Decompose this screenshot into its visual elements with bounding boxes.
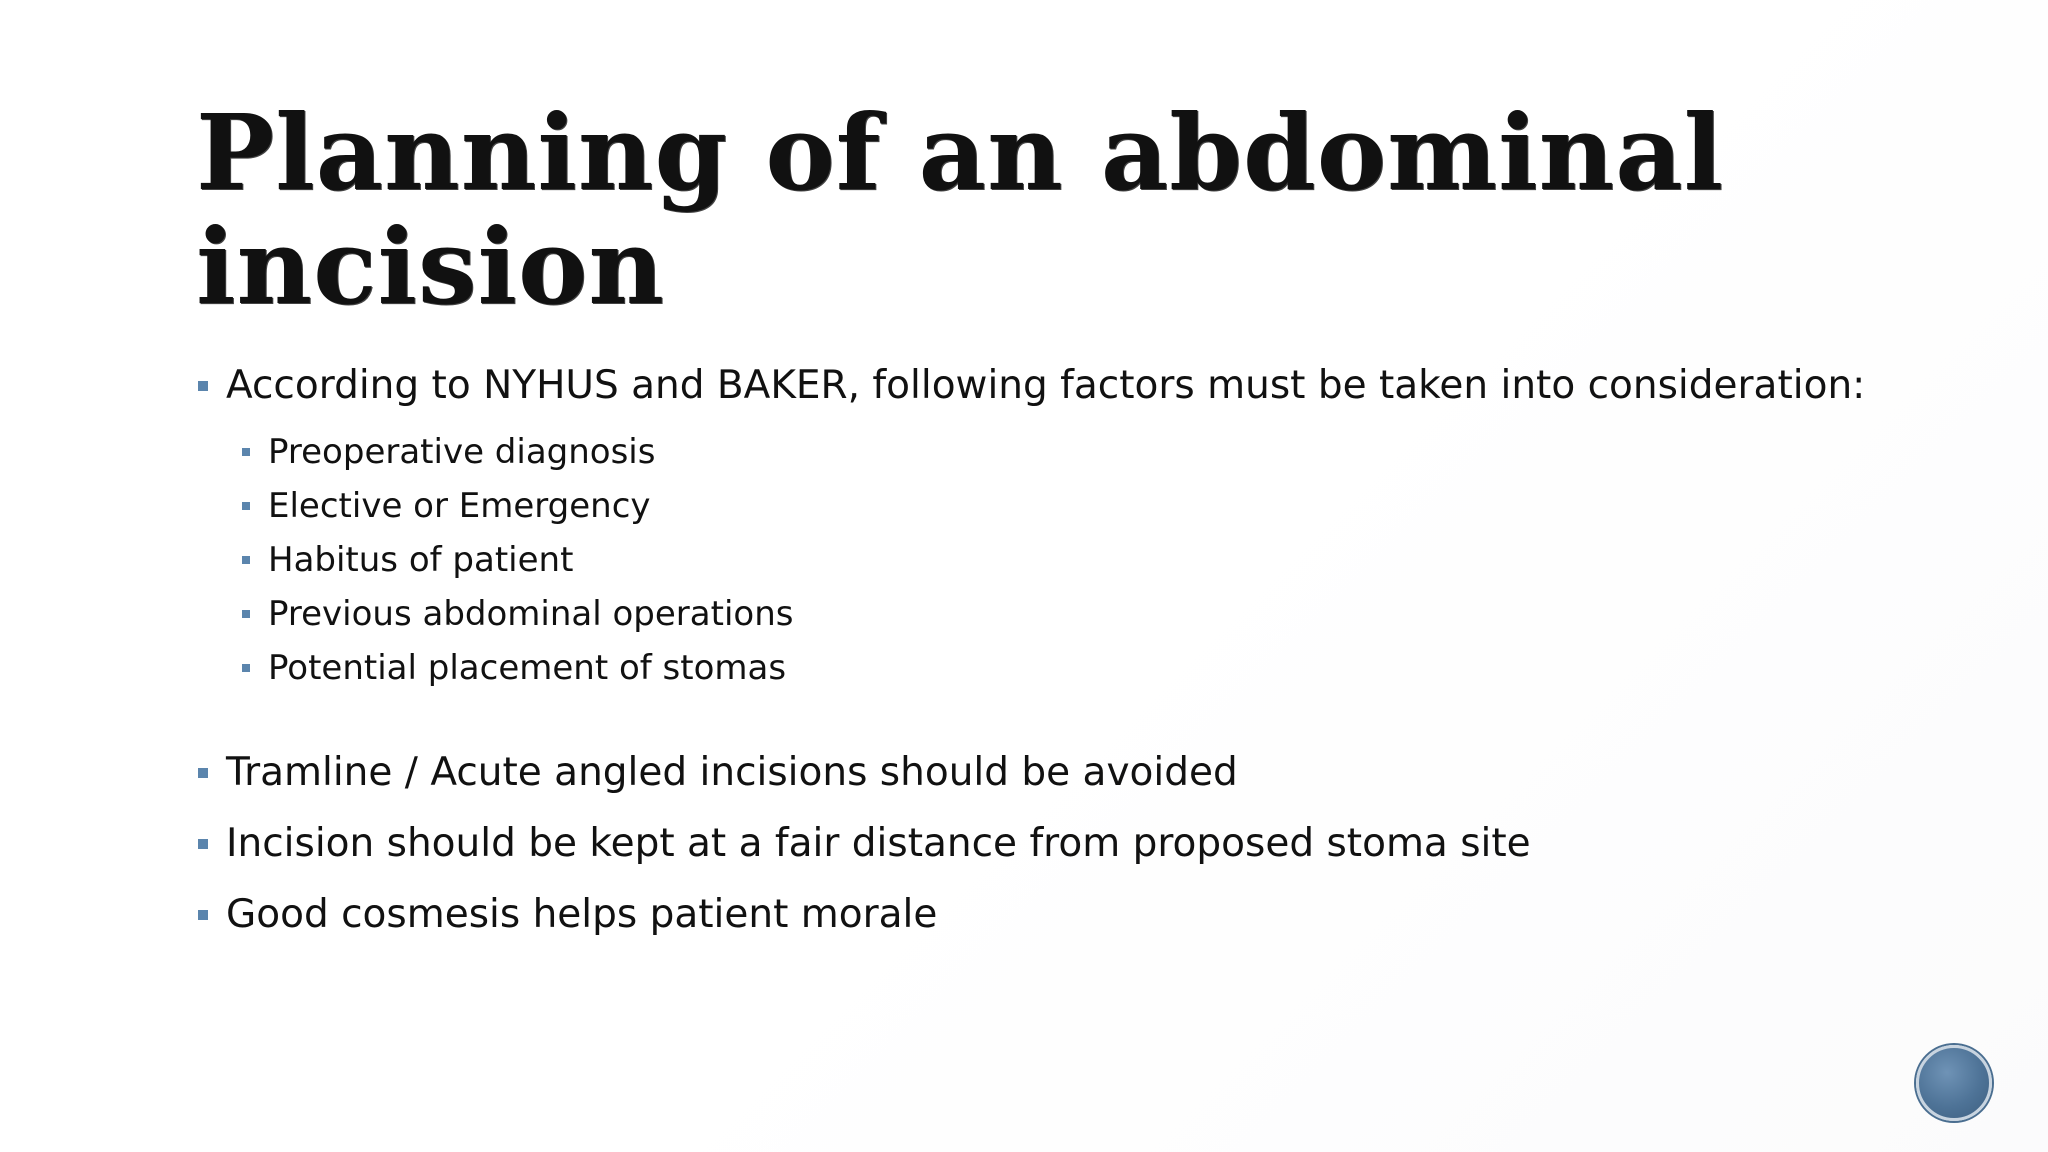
square-bullet-icon <box>242 664 250 672</box>
slide-content <box>196 358 1996 958</box>
sub-bullet-item <box>242 641 1996 695</box>
sub-bullet-item <box>242 533 1996 587</box>
square-bullet-icon <box>242 502 250 510</box>
sub-bullet-text: Preoperative diagnosis <box>268 432 656 472</box>
square-bullet-icon <box>242 448 250 456</box>
sub-bullet-list <box>242 425 1996 695</box>
bullet-list <box>196 358 1996 414</box>
slide-nav-circle-button[interactable] <box>1916 1045 1992 1121</box>
bullet-text: According to NYHUS and BAKER, following factors must be taken into consideration: <box>226 363 1866 408</box>
sub-bullet-text: Previous abdominal operations <box>268 594 794 634</box>
spacer <box>196 695 1996 745</box>
bullet-item <box>196 745 1996 801</box>
square-bullet-icon <box>198 768 208 778</box>
sub-bullet-text: Elective or Emergency <box>268 486 651 526</box>
sub-bullet-item <box>242 587 1996 641</box>
square-bullet-icon <box>198 839 208 849</box>
slide-title: Planning of an abdominal incision <box>196 91 1725 328</box>
bullet-text: Good cosmesis helps patient morale <box>226 892 938 937</box>
bullet-item <box>196 887 1996 943</box>
bullet-item <box>196 816 1996 872</box>
square-bullet-icon <box>198 381 208 391</box>
sub-bullet-item <box>242 479 1996 533</box>
bullet-list <box>196 745 1996 943</box>
bullet-text: Tramline / Acute angled incisions should be avoided <box>226 750 1238 795</box>
sub-bullet-item <box>242 425 1996 479</box>
square-bullet-icon <box>198 910 208 920</box>
bullet-item <box>196 358 1996 414</box>
sub-bullet-text: Potential placement of stomas <box>268 648 787 688</box>
square-bullet-icon <box>242 556 250 564</box>
sub-bullet-text: Habitus of patient <box>268 540 574 580</box>
bullet-text: Incision should be kept at a fair distance from proposed stoma site <box>226 821 1531 866</box>
square-bullet-icon <box>242 610 250 618</box>
